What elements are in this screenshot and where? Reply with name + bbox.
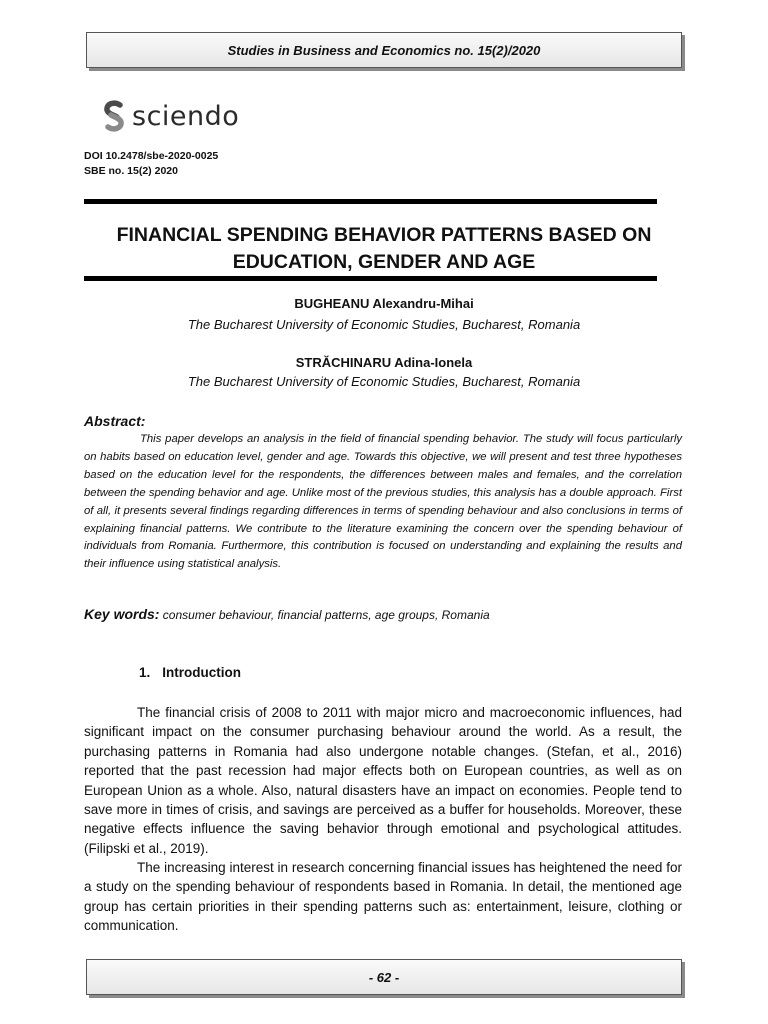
paper-title [84, 222, 684, 276]
title-line-1: FINANCIAL SPENDING BEHAVIOR PATTERNS BASED ON [116, 224, 652, 246]
section-number: 1. [139, 665, 151, 680]
author-affiliation: The Bucharest University of Economic Studies, Bucharest, Romania [187, 317, 581, 332]
journal-title: Studies in Business and Economics no. 15(2)/2020 [227, 42, 541, 58]
page-number: - 62 - [368, 969, 400, 985]
title-rule-bottom [84, 276, 657, 281]
keywords [84, 606, 684, 622]
author-affiliation: The Bucharest University of Economic Studies, Bucharest, Romania [187, 374, 581, 389]
section-title: Introduction [162, 665, 241, 680]
article-meta [84, 149, 218, 179]
doi: DOI 10.2478/sbe-2020-0025 [84, 150, 219, 162]
body-paragraph: The increasing interest in research concerning financial issues has heightened the need for a study on the spending behaviour of respondents based in Romania. In detail, the mentioned age group has certain priorities in their spending patterns such as: entertainment, leisure, clothing or communication. [84, 860, 682, 934]
logo-wordmark: sciendo [132, 100, 240, 132]
abstract-heading: Abstract: [84, 413, 146, 429]
sciendo-logo-icon [102, 100, 126, 132]
publisher-logo [102, 98, 239, 134]
author-name: STRĂCHINARU Adina-Ionela [295, 355, 473, 370]
title-rule-top [84, 199, 657, 204]
sbe-issue: SBE no. 15(2) 2020 [84, 165, 178, 177]
running-header [86, 32, 682, 68]
author-name: BUGHEANU Alexandru-Mihai [294, 296, 474, 311]
abstract-text: This paper develops an analysis in the field of financial spending behavior. The study will focus particularly on habits based on education level, gender and age. Towards this objective, we will present and test three hypotheses based on the education level for the respondents, the differences between males and females, and the correlation between the spending behavior and age. Unlike most of the previous studies, this analysis has a double approach. First of all, it presents several findings regarding differences in terms of spending behaviour and also conclusions in terms of explaining financial patterns. We contribute to the literature examining the concern over the spending behaviour of individuals from Romania. Furthermore, this contribution is focused on understanding and explaining the results and their influence using statistical analysis. [84, 433, 682, 571]
keywords-label: Key words: [84, 606, 160, 622]
body-paragraph: The financial crisis of 2008 to 2011 with major micro and macroeconomic influences, had significant impact on the consumer purchasing behaviour around the world. As a result, the purchasing patterns in Romania had also undergone notable changes. (Stefan, et al., 2016) reported that the past recession had major effects both on European countries, as well as on European Union as a whole. Also, natural disasters have an impact on economies. People tend to save more in times of crisis, and savings are perceived as a buffer for households. Moreover, these negative effects influence the saving behavior through emotional and psychological attitudes. (Filipski et al., 2019). [84, 705, 682, 856]
section-heading [139, 665, 241, 680]
page-footer [86, 959, 682, 995]
title-line-2: EDUCATION, GENDER AND AGE [232, 251, 536, 273]
keywords-text: consumer behaviour, financial patterns, age groups, Romania [159, 608, 490, 622]
